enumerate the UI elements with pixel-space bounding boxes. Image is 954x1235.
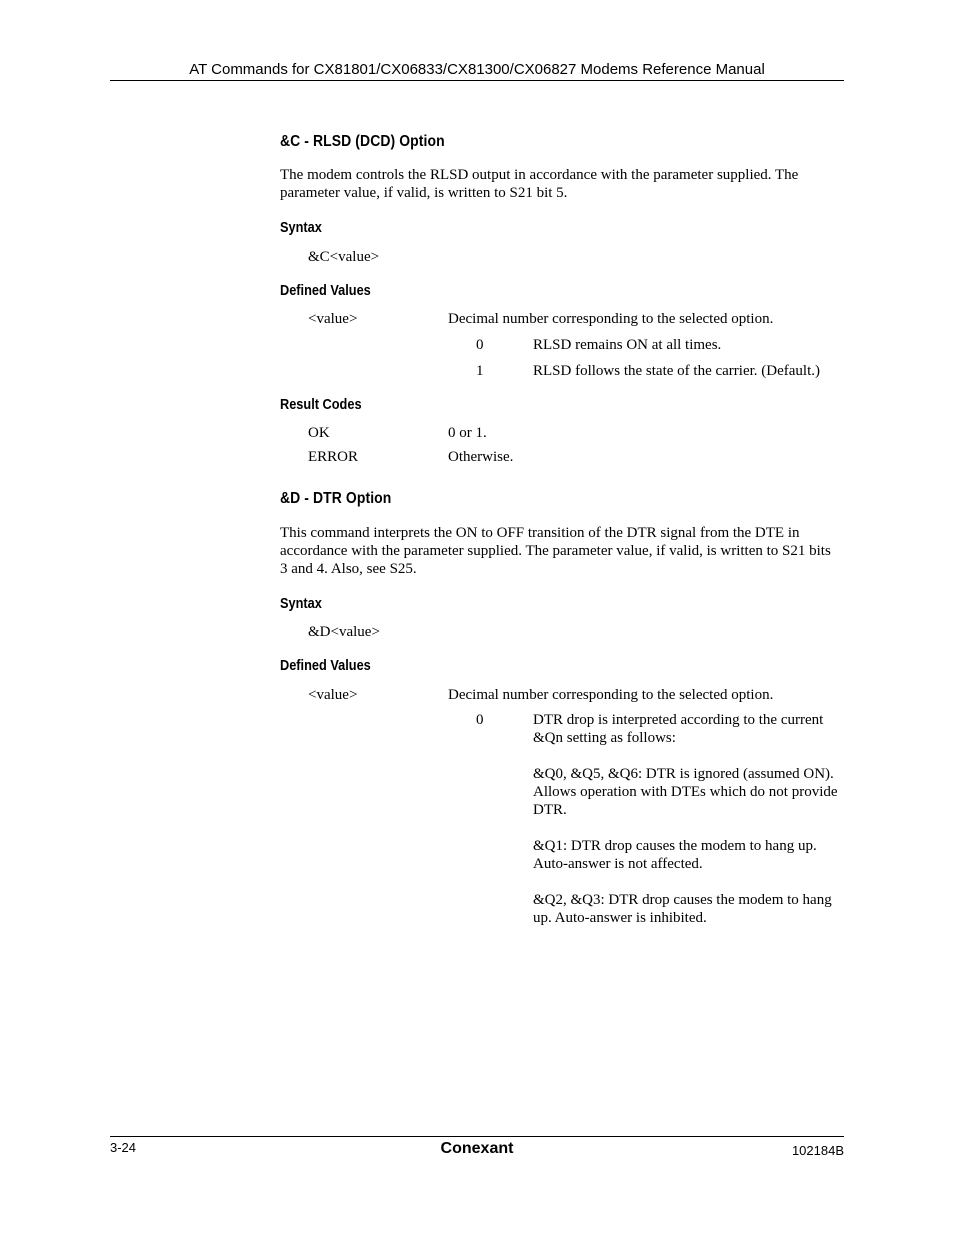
- defined-values-heading-d: Defined Values: [280, 658, 371, 674]
- section-d-description: This command interprets the ON to OFF transition of the DTR signal from the DTE in accordance with the parameter supplied. The parameter value, if valid, is written to S21 bits 3 and 4. Also, see S25.: [280, 525, 831, 577]
- document-id: 102184B: [791, 1143, 844, 1158]
- result-code-ok: OK: [308, 425, 330, 441]
- value-name-d: <value>: [308, 687, 358, 703]
- syntax-heading-c: Syntax: [280, 220, 322, 236]
- result-code-error: ERROR: [308, 449, 359, 465]
- section-heading-c: &C - RLSD (DCD) Option: [280, 133, 445, 150]
- result-text-error: Otherwise.: [448, 449, 514, 465]
- value-desc-d: Decimal number corresponding to the selected option.: [448, 687, 774, 703]
- header-rule: [110, 80, 844, 81]
- result-codes-heading-c: Result Codes: [280, 397, 362, 413]
- section-heading-d: &D - DTR Option: [280, 490, 392, 507]
- footer-rule: [110, 1136, 844, 1137]
- running-header: AT Commands for CX81801/CX06833/CX81300/CX06827 Modems Reference Manual: [189, 61, 765, 78]
- value-desc-c: Decimal number corresponding to the selected option.: [448, 311, 774, 327]
- syntax-heading-d: Syntax: [280, 596, 322, 612]
- option-text-c-0: RLSD remains ON at all times.: [533, 337, 722, 353]
- option-code-c-1: 1: [476, 363, 484, 379]
- syntax-c: &C<value>: [308, 249, 380, 265]
- option-d-0-para-3: &Q1: DTR drop causes the modem to hang up. Auto-answer is not affected.: [533, 838, 817, 872]
- syntax-d: &D<value>: [308, 624, 380, 640]
- option-code-d-0: 0: [476, 712, 484, 728]
- option-code-c-0: 0: [476, 337, 484, 353]
- section-c-description: The modem controls the RLSD output in accordance with the parameter supplied. The parameter value, if valid, is written to S21 bit 5.: [280, 167, 799, 201]
- option-d-0-para-1: DTR drop is interpreted according to the current &Qn setting as follows:: [533, 712, 824, 746]
- page-number: 3-24: [110, 1140, 137, 1155]
- option-text-c-1: RLSD follows the state of the carrier. (Default.): [533, 363, 820, 379]
- option-d-0-para-4: &Q2, &Q3: DTR drop causes the modem to hang up. Auto-answer is inhibited.: [533, 892, 832, 926]
- value-name-c: <value>: [308, 311, 358, 327]
- defined-values-heading-c: Defined Values: [280, 283, 371, 299]
- option-d-0-para-2: &Q0, &Q5, &Q6: DTR is ignored (assumed ON). Allows operation with DTEs which do not provide DTR.: [533, 766, 838, 818]
- result-text-ok: 0 or 1.: [448, 425, 487, 441]
- company-name: Conexant: [440, 1140, 514, 1157]
